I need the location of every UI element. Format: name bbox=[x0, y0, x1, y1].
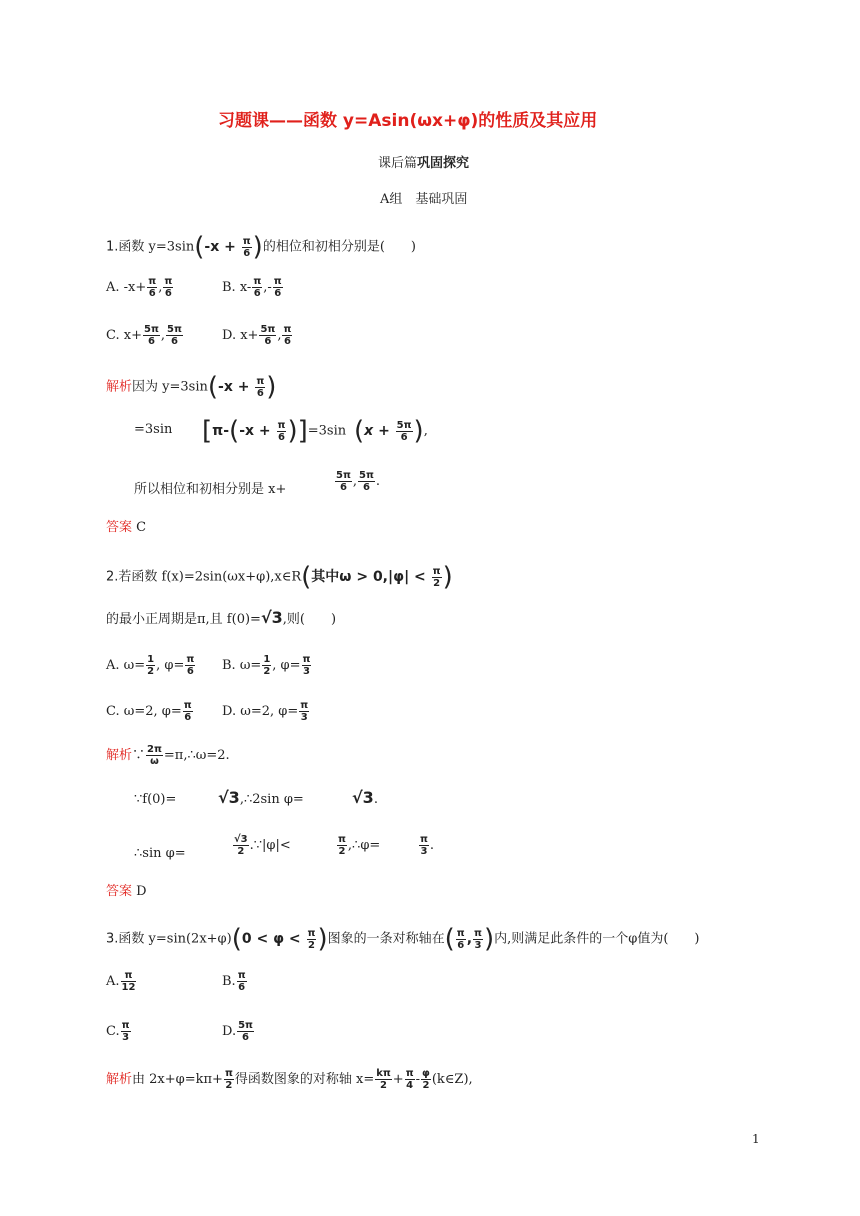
fraction: $\frac{\pi}{4}$ bbox=[405, 1068, 414, 1091]
q1-paren-expr: (-x + $\frac{\pi}{6}$ ) bbox=[194, 232, 263, 262]
q2-option-c: C. ω=2, φ= $\frac{\pi}{6}$ bbox=[106, 700, 192, 723]
q2-answer: 答案 D bbox=[106, 884, 147, 899]
subtitle-prefix: 课后篇 bbox=[378, 156, 418, 171]
q1-solution-line1: 解析因为 y=3sin(-x + $\frac{\pi}{6}$ ) bbox=[106, 372, 277, 402]
fraction: $\frac{\pi}{2}$ bbox=[307, 927, 316, 951]
q2-stem-line2: 的最小正周期是π,且 f(0)=√3,则( ) bbox=[106, 608, 337, 627]
fraction: $\frac{\pi}{6}$ bbox=[237, 970, 246, 993]
q3-paren-expr: (0 < φ < $\frac{\pi}{2}$ ) bbox=[231, 924, 328, 954]
fraction: $\frac{\pi}{6}$ bbox=[283, 324, 292, 347]
fraction: $\frac{\pi}{6}$ bbox=[253, 276, 262, 299]
q1-option-b: B. x- $\frac{\pi}{6}$ ,- $\frac{\pi}{6}$ bbox=[222, 276, 282, 299]
fraction: $\frac{5\pi}{6}$ bbox=[336, 470, 351, 493]
q2-solution-line3d: $\frac{\pi}{3}$ . bbox=[420, 834, 435, 857]
fraction: $\frac{\pi}{6}$ bbox=[242, 235, 251, 259]
fraction: $\frac{5\pi}{6}$ bbox=[396, 419, 412, 443]
q1-solution-result: (x + $\frac{5\pi}{6}$ ), bbox=[354, 416, 428, 446]
q2-solution-line3: ∴sin φ= bbox=[134, 846, 186, 861]
fraction: $\frac{\pi}{6}$ bbox=[186, 654, 195, 677]
fraction: $\frac{5\pi}{6}$ bbox=[238, 1020, 253, 1043]
fraction: $\frac{\pi}{3}$ bbox=[121, 1020, 130, 1043]
fraction: $\frac{5\pi}{6}$ bbox=[359, 470, 374, 493]
fraction: $\frac{\pi}{3}$ bbox=[300, 700, 309, 723]
fraction: $\frac{\varphi}{2}$ bbox=[422, 1068, 430, 1091]
expr-text: -x bbox=[204, 239, 220, 255]
q2-solution-line2c: √3. bbox=[352, 788, 378, 807]
fraction: $\frac{5\pi}{6}$ bbox=[143, 324, 159, 347]
fraction: $\frac{5\pi}{6}$ bbox=[260, 324, 276, 347]
q2-answer-value: D bbox=[136, 884, 147, 899]
q1-solution-values: $\frac{5\pi}{6}$ , $\frac{5\pi}{6}$ . bbox=[336, 470, 381, 493]
subtitle bbox=[378, 152, 469, 171]
fraction: $\frac{5\pi}{6}$ bbox=[167, 324, 182, 347]
q1-number: 1. bbox=[106, 239, 119, 255]
q2-solution-line3b: $\frac{√3}{2}$ .∵|φ|< bbox=[234, 834, 291, 857]
q1-option-c: C. x+ $\frac{5\pi}{6}$ , $\frac{5\pi}{6}$ bbox=[106, 324, 182, 347]
q2-solution-line2: ∵f(0)= bbox=[134, 792, 177, 807]
q3-stem: 3.函数 y=sin(2x+φ)(0 < φ < $\frac{\pi}{2}$ )图象的一条对称轴在( $\frac{\pi}{6}$ , $\frac{\pi}{3}$ )内,则满足此条件的一个φ值为( ) bbox=[106, 924, 700, 954]
fraction: $\frac{\pi}{6}$ bbox=[456, 927, 465, 951]
q3-solution: 解析由 2x+φ=kπ+ $\frac{\pi}{2}$ 得函数图象的对称轴 x= $\frac{k\pi}{2}$ + $\frac{\pi}{4}$ - $\frac{\varphi}{2}$ (k∈Z), bbox=[106, 1068, 473, 1091]
q2-solution-line1: 解析∵ $\frac{2\pi}{\omega}$ =π,∴ω=2. bbox=[106, 744, 230, 767]
fraction: $\frac{1}{2}$ bbox=[263, 654, 271, 677]
q3-option-a: A. $\frac{\pi}{12}$ bbox=[106, 970, 136, 993]
fraction: $\frac{\pi}{6}$ bbox=[164, 276, 173, 299]
fraction: $\frac{1}{2}$ bbox=[147, 654, 155, 677]
q1-solution-bracket: [π-(-x + $\frac{\pi}{6}$ )]=3sin bbox=[202, 416, 347, 446]
fraction: $\frac{\pi}{6}$ bbox=[148, 276, 157, 299]
group-heading: A组 基础巩固 bbox=[380, 192, 468, 207]
fraction: $\frac{\pi}{2}$ bbox=[224, 1068, 233, 1091]
fraction: $\frac{2\pi}{\omega}$ bbox=[147, 744, 162, 767]
q1-option-a: A. -x+ $\frac{\pi}{6}$ , $\frac{\pi}{6}$ bbox=[106, 276, 173, 299]
page-number: 1 bbox=[752, 1132, 760, 1146]
q1-answer bbox=[106, 516, 146, 535]
q2-option-d: D. ω=2, φ= $\frac{\pi}{3}$ bbox=[222, 700, 309, 723]
fraction: $\frac{\pi}{3}$ bbox=[302, 654, 311, 677]
q2-solution-line3c: $\frac{\pi}{2}$ ,∴φ= bbox=[338, 834, 381, 857]
q1-stem bbox=[106, 234, 416, 260]
q2-solution-line2b: √3,∴2sin φ= bbox=[218, 788, 304, 807]
answer-label: 答案 bbox=[106, 520, 133, 535]
q1-stem-pre: 函数 y=3sin bbox=[118, 239, 195, 255]
q1-option-d: D. x+ $\frac{5\pi}{6}$ , $\frac{\pi}{6}$ bbox=[222, 324, 292, 347]
q2-paren-expr: (其中ω > 0,|φ| < $\frac{\pi}{2}$ ) bbox=[301, 562, 453, 592]
q2-option-a: A. ω= $\frac{1}{2}$ , φ= $\frac{\pi}{6}$ bbox=[106, 654, 195, 677]
expr-text: + bbox=[224, 239, 236, 255]
q1-solution-line2: =3sin bbox=[134, 422, 173, 437]
subtitle-bold: 巩固探究 bbox=[417, 156, 470, 171]
q2-stem-line1: 2.若函数 f(x)=2sin(ωx+φ),x∈R(其中ω > 0,|φ| < $\frac{\pi}{2}$ ) bbox=[106, 562, 453, 592]
fraction: $\frac{k\pi}{2}$ bbox=[376, 1068, 391, 1091]
q3-option-b: B. $\frac{\pi}{6}$ bbox=[222, 970, 246, 993]
q3-interval: ( $\frac{\pi}{6}$ , $\frac{\pi}{3}$ ) bbox=[444, 924, 495, 954]
fraction: $\frac{\pi}{6}$ bbox=[277, 419, 286, 443]
q3-option-d: D. $\frac{5\pi}{6}$ bbox=[222, 1020, 253, 1043]
fraction: $\frac{\pi}{2}$ bbox=[338, 834, 346, 857]
fraction: $\frac{\pi}{6}$ bbox=[183, 700, 192, 723]
q1-stem-post: 的相位和初相分别是( ) bbox=[262, 239, 416, 255]
page-title: 习题课——函数 y=Asin(ωx+φ)的性质及其应用 bbox=[218, 111, 598, 131]
fraction: $\frac{\pi}{6}$ bbox=[256, 375, 265, 399]
fraction: $\frac{\pi}{3}$ bbox=[474, 927, 482, 951]
analysis-label: 解析 bbox=[106, 379, 133, 395]
q1-paren-expr: (-x + $\frac{\pi}{6}$ ) bbox=[207, 372, 277, 402]
fraction: $\frac{\pi}{2}$ bbox=[432, 565, 441, 589]
fraction: $\frac{√3}{2}$ bbox=[234, 834, 248, 857]
fraction: $\frac{\pi}{3}$ bbox=[420, 834, 428, 857]
fraction: $\frac{\pi}{12}$ bbox=[121, 970, 136, 993]
q1-answer-value: C bbox=[136, 520, 147, 535]
q1-solution-line3: 所以相位和初相分别是 x+ bbox=[134, 482, 287, 497]
q2-option-b: B. ω= $\frac{1}{2}$ , φ= $\frac{\pi}{3}$ bbox=[222, 654, 311, 677]
fraction: $\frac{\pi}{6}$ bbox=[273, 276, 282, 299]
q3-option-c: C. $\frac{\pi}{3}$ bbox=[106, 1020, 130, 1043]
